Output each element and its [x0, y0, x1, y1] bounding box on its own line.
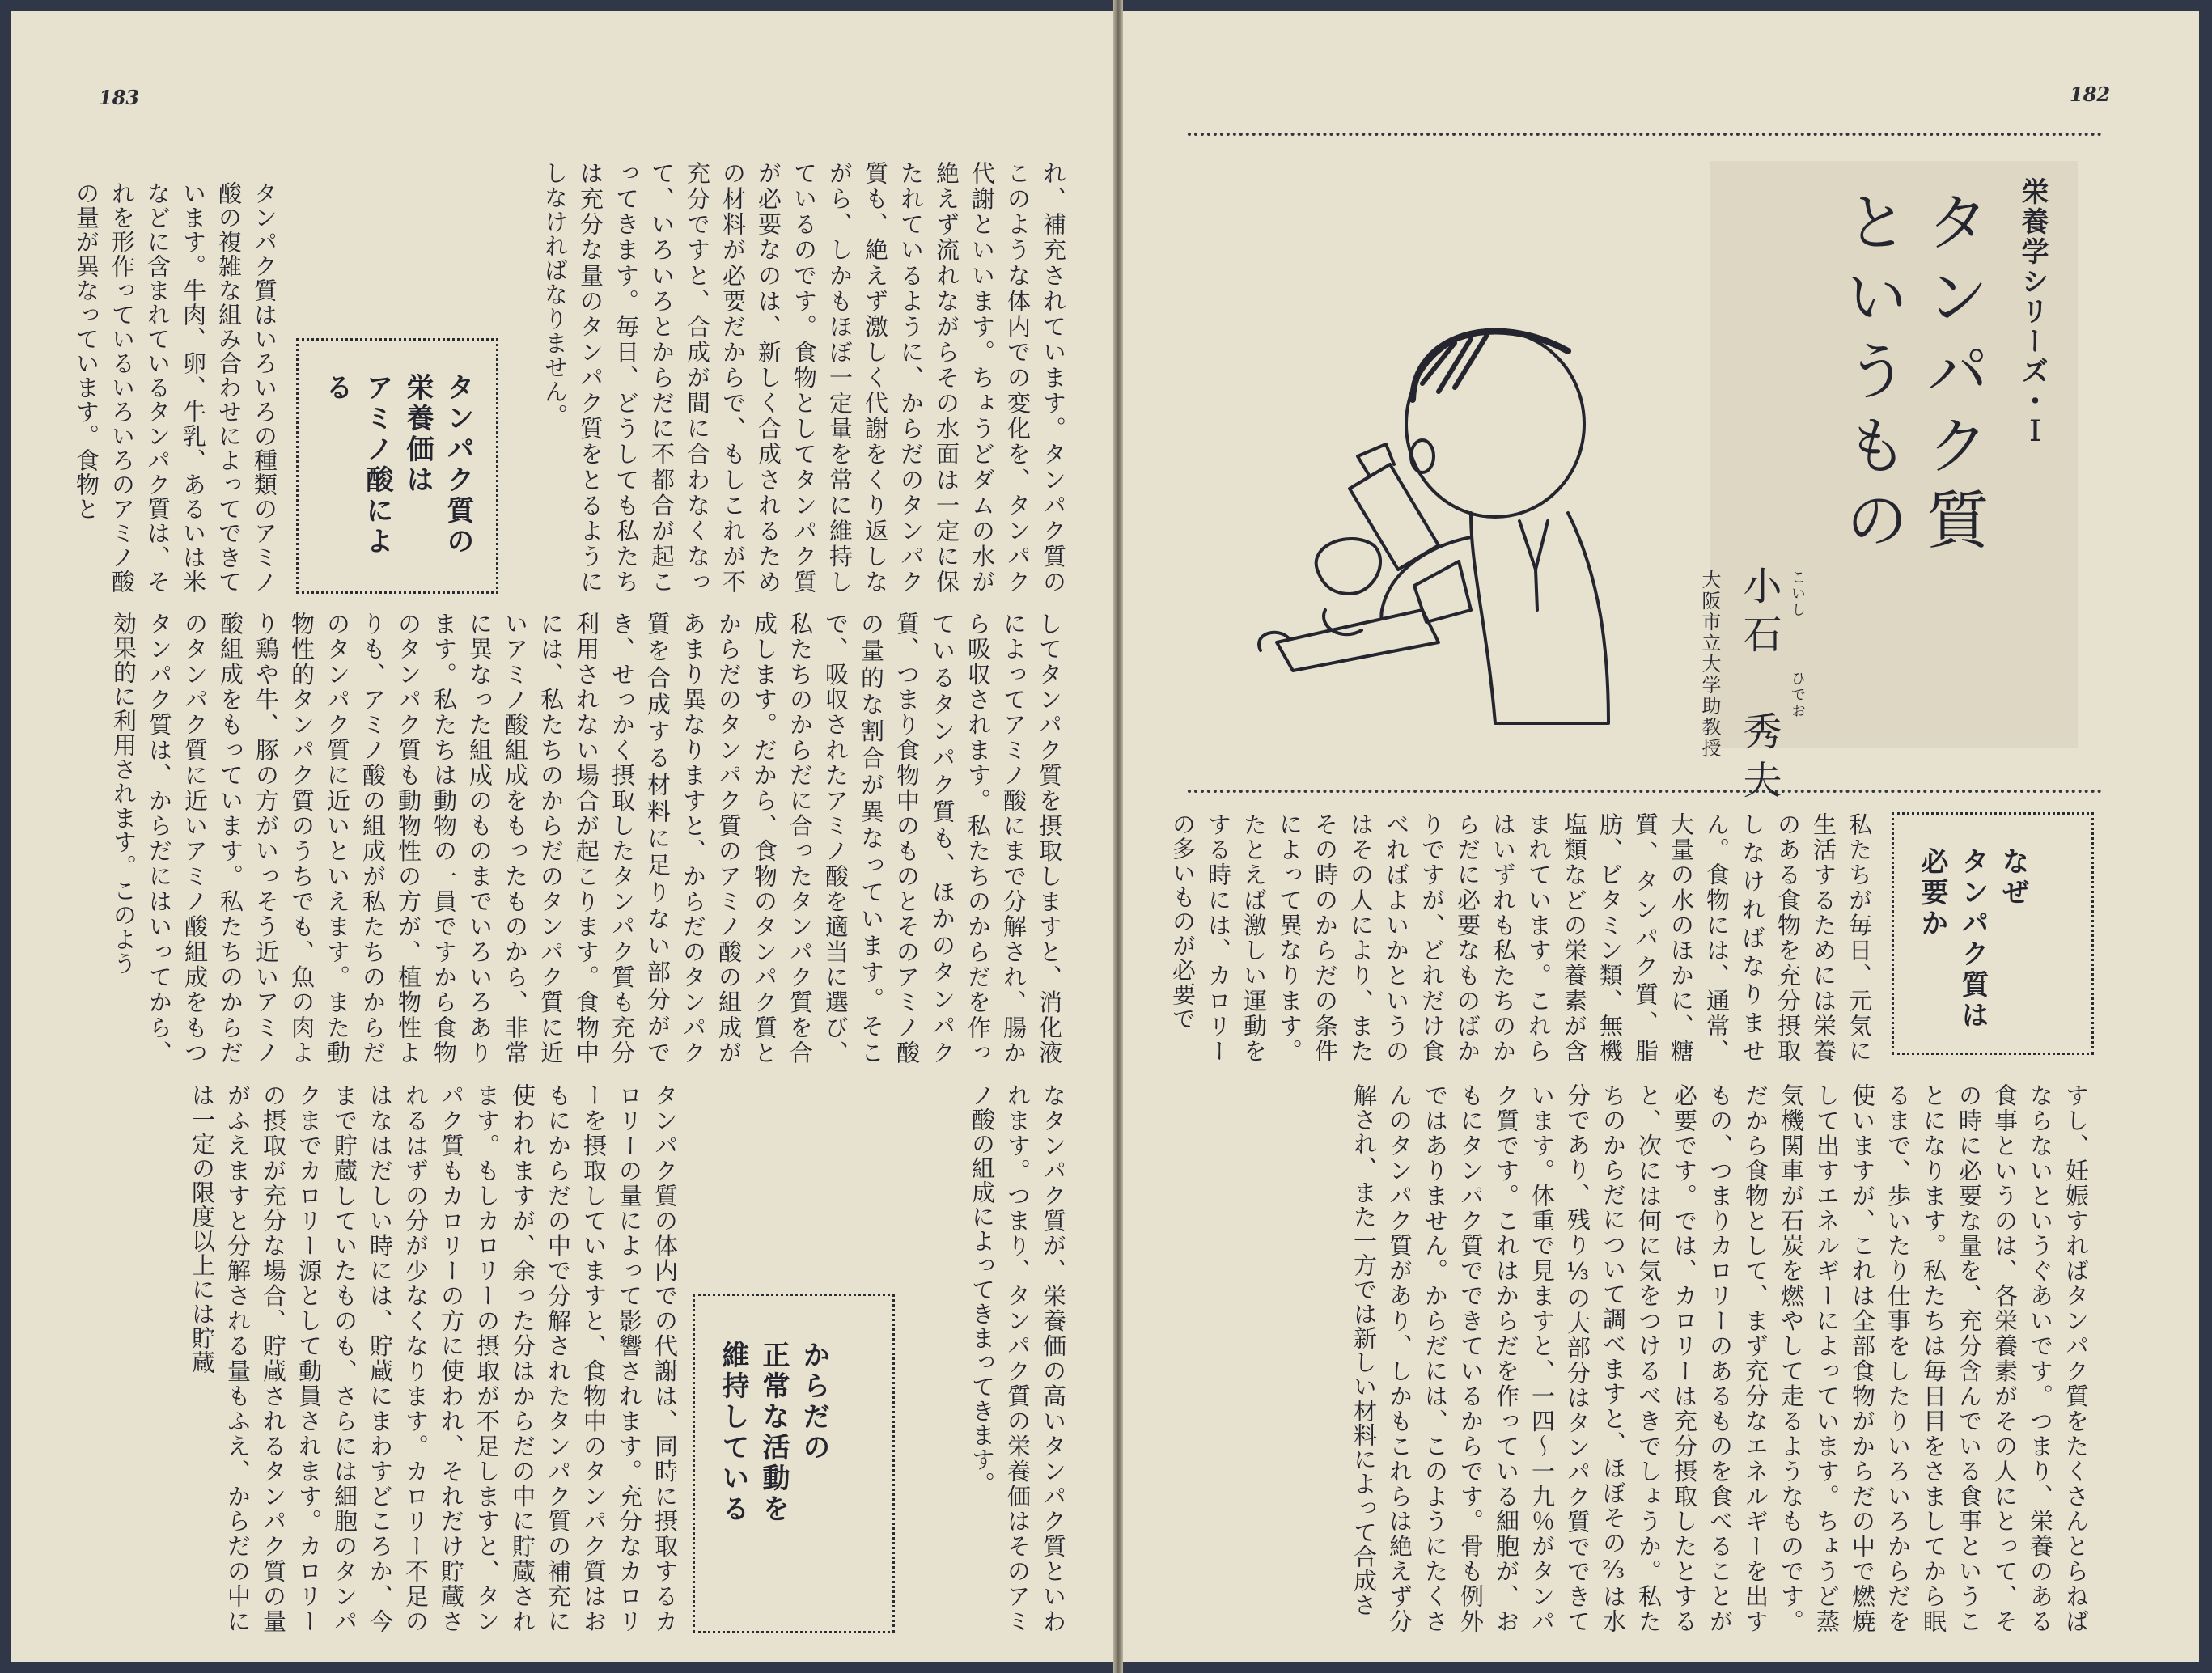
section-heading: タンパク質の 栄養価は アミノ酸による [320, 373, 474, 557]
page-number: 182 [2070, 83, 2111, 106]
body-text-column: れ、補充されています。タンパク質のこのような体内での変化を、タンパク代謝といいます。ちょうどダムの水が絶えず流れながらその水面は一定に保たれているように、からだのタンパク質も、絶えず激しく代謝をくり返しながら、しかもほぼ一定量を常に維持しているのです。食物としてタンパク質が必要なのは、新しく合成されるための材料が必要だからで、もしこれが不充分ですと、合成が間に合わなくなって、いろいろとからだに不都合が起こってきます。毎日、どうしても私たちは充分な量のタンパク質をとるようにしなければなりません。 [541, 161, 1067, 594]
author-ruby: ひでお [1789, 671, 1806, 719]
author-affiliation: 大阪市立大学助教授 [1698, 570, 1721, 759]
section-heading-box [1892, 812, 2094, 1055]
body-text-column: タンパク質の体内での代謝は、同時に摂取するカロリーの量によって影響されます。充分なカロリーを摂取していますと、食物中のタンパク質はおもにからだの中で分解されたタンパク質の補充に使われますが、余った分はからだの中に貯蔵されます。もしカロリーの摂取が不足しますと、タンパク質もカロリーの方に使われ、それだけ貯蔵されるはずの分が少なくなります。カロリー不足のはなはだしい時には、貯蔵にまわすどころか、今まで貯蔵していたものも、さらには細胞のタンパクまでカロリー源として動員されます。カロリーの摂取が充分な場合、貯蔵されるタンパク質の量がふえますと分解される量もふえ、からだの中には一定の限度以上には貯蔵 [189, 1083, 679, 1634]
left-page [11, 11, 1113, 1662]
body-text-column: してタンパク質を摂取しますと、消化液によってアミノ酸にまで分解され、腸から吸収されます。私たちのからだを作っているタンパク質も、ほかのタンパク質、つまり食物中のものとそのアミノ酸の量的な割合が異なっています。そこで、吸収されたアミノ酸を適当に選び、私たちのからだに合ったタンパク質を合成します。だから、食物のタンパク質とからだのタンパク質のアミノ酸の組成があまり異なりますと、からだのタンパク質を合成する材料に足りない部分ができ、せっかく摂取したタンパク質も充分利用されない場合が起こります。食物中には、私たちのからだのタンパク質に近いアミノ酸組成をもったものから、非常に異なった組成のものまでいろいろあります。私たちは動物の一員ですから食物のタンパク質も動物性の方が、植物性よりも、アミノ酸の組成が私たちのからだのタンパク質に近いといえます。また動物性的タンパク質のうちでも、魚の肉より鶏や牛、豚の方がいっそう近いアミノ酸組成をもっています。私たちのからだのタンパク質に近いアミノ酸組成をもつタンパク質は、からだにはいってから、効果的に利用されます。このよう [110, 612, 1063, 1065]
page-number: 183 [99, 86, 140, 109]
section-heading: なぜ タンパク質は 必要か [1916, 847, 2029, 1031]
section-heading: からだの 正常な活動を 維持している [717, 1341, 830, 1525]
article-title: タンパク質 というもの [1835, 189, 1989, 561]
book-spine [1113, 0, 1123, 1673]
body-text-column: なタンパク質が、栄養価の高いタンパク質といわれます。つまり、タンパク質の栄養価はそのアミノ酸の組成によってきまってきます。 [968, 1083, 1067, 1634]
right-page [1123, 11, 2199, 1662]
dotted-rule [1188, 133, 2102, 136]
dotted-rule [1188, 790, 2102, 793]
body-text-continuation: 食物中には、私たちのからだのタンパク質に近いアミノ酸組成をもったものから、非常に異なった組成のものまでいろいろあります。私たちは動物の一員ですから食物のタンパク質も動物性の方が、植物性よりも、アミノ酸の組成が私たちのからだのタンパク質に近いといえます。また動物性的タンパク質のうちでも、魚の肉より鶏や牛、豚の方がいっそう近いアミノ酸組成をもっています。私たちのからだのタンパク質に近いアミノ酸組成をもつタンパク質は、からだにはいってから、効果的に利用されます。このよう [110, 612, 600, 1065]
body-text-column: 私たちが毎日、元気に生活するためには栄養のある食物を充分摂取しなければなりません。食物には、通常、大量の水のほかに、糖質、タンパク質、脂肪、ビタミン類、無機塩類などの栄養素が含まれています。これらはいずれも私たちのからだに必要なものばかりですが、どれだけ食べればよいかというのはその人により、またその時のからだの条件によって異なります。たとえば激しい運動をする時には、カロリーの多いものが必要で [1169, 812, 1873, 1063]
author-ruby: こいし [1789, 570, 1806, 618]
scientist-microscope-illustration [1228, 303, 1681, 739]
section-heading-box [693, 1294, 895, 1633]
author-name: 小石 秀夫 [1736, 565, 1782, 808]
series-label: 栄養学シリーズ・Ｉ [2016, 177, 2049, 447]
body-text-column: タンパク質はいろいろの種類のアミノ酸の複雑な組み合わせによってできています。牛肉、卵、牛乳、あるいは米などに含まれているタンパク質は、それを形作っているいろいろのアミノ酸の量が異なっています。食物と [73, 181, 278, 594]
section-heading-box [296, 338, 498, 594]
body-text-column: すし、妊娠すればタンパク質をたくさんとらねばならないというぐあいです。つまり、栄養のある食事というのは、各栄養素がその人にとって、その時に必要な量を、充分含んでいる食事ということになります。私たちは毎日目をさましてから眠るまで、歩いたり仕事をしたりいろいろからだを使いますが、これは全部食物がからだの中で燃焼して出すエネルギーによっています。ちょうど蒸気機関車が石炭を燃やして走るようなものです。だから食物として、まず充分なエネルギーを出すもの、つまりカロリーのあるものを食べることが必要です。では、カロリーは充分摂取したとすると、次には何に気をつけるべきでしょうか。私たちのからだについて調べますと、ほぼその⅔は水分であり、残り⅓の大部分はタンパク質でできています。体重で見ますと、一四〜一九％がタンパク質です。これはからだを作っている細胞が、おもにタンパク質でできているからです。骨も例外ではありません。からだには、このようにたくさんのタンパク質があり、しかもこれらは絶えず分解され、また一方では新しい材料によって合成さ [1350, 1083, 2090, 1634]
